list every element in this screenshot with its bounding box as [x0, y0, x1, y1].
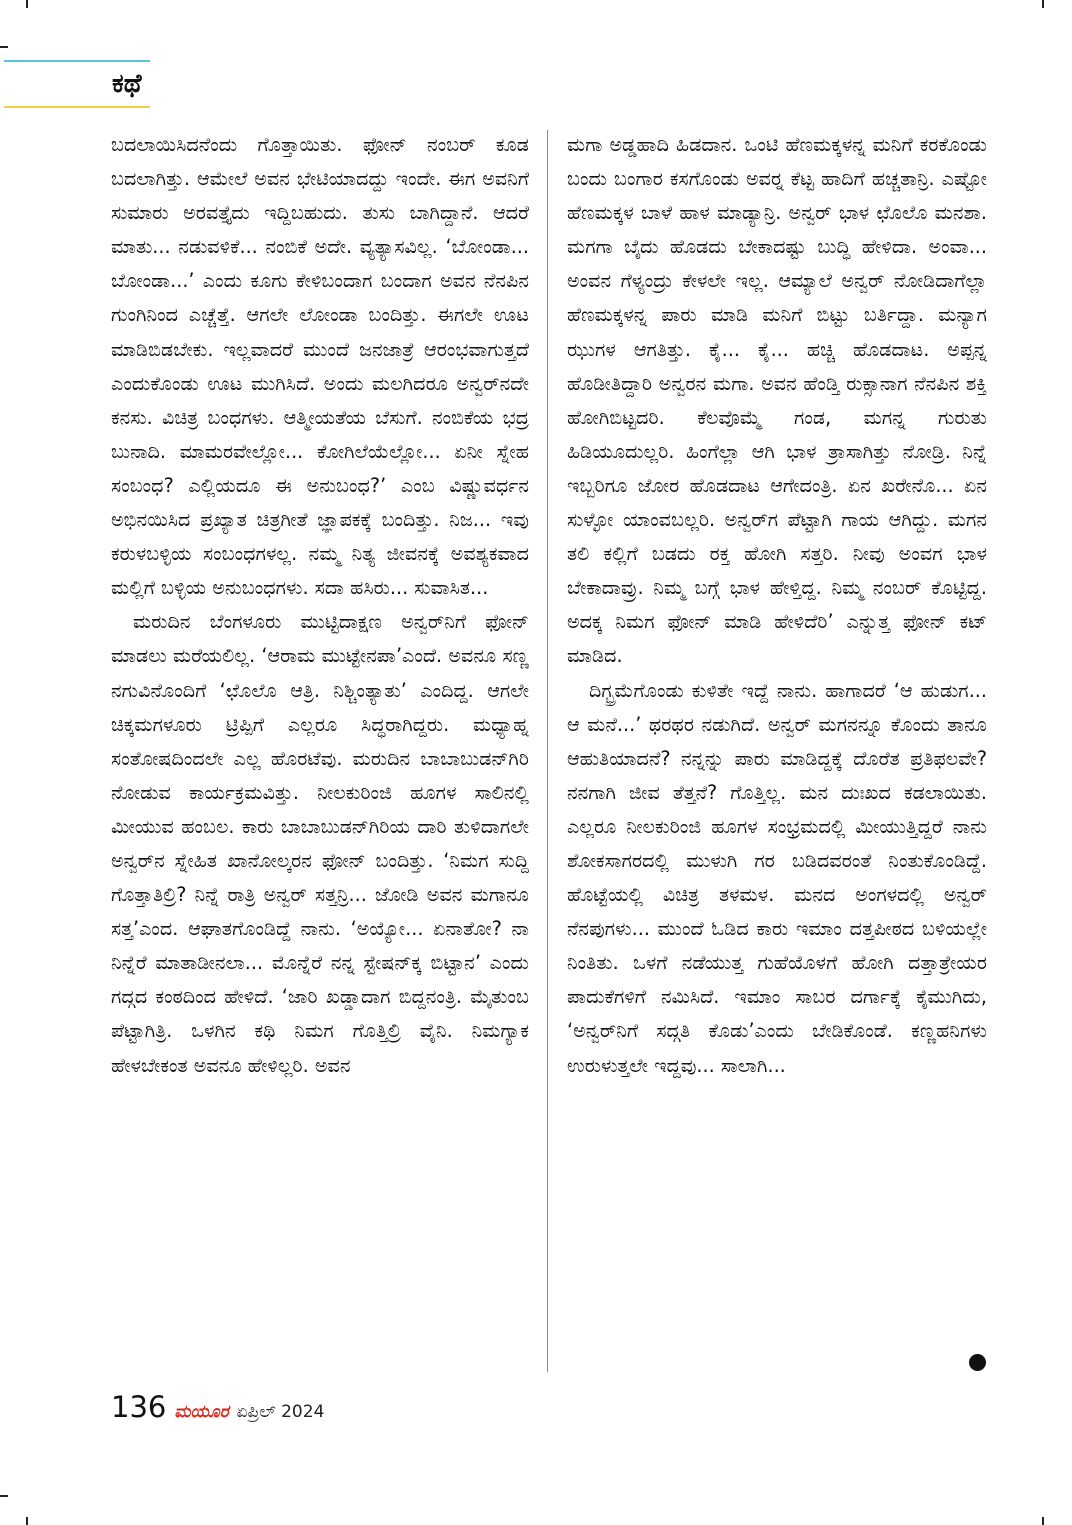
column-divider [547, 130, 548, 1372]
section-rule-bottom [4, 106, 150, 108]
magazine-logo: ಮಯೂರ [174, 1402, 229, 1422]
paragraph: ಬದಲಾಯಿಸಿದನೆಂದು ಗೊತ್ತಾಯಿತು. ಫೋನ್ ನಂಬರ್ ಕೂಡ ಬದಲಾಗಿತ್ತು. ಆಮೇಲೆ ಅವನ ಭೇಟಿಯಾದದ್ದು ಇಂದೇ. ಈಗ ಅವನಿಗೆ ಸುಮಾರು ಅರವತ್ತೈದು ಇದ್ದಿಬಹುದು. ತುಸು ಬಾಗಿದ್ದಾನೆ. ಆದರೆ ಮಾತು... ನಡುವಳಿಕೆ... ನಂಬಿಕೆ ಅದೇ. ವ್ಯತ್ಯಾಸವಿಲ್ಲ. ‘ಬೋಂಡಾ... ಬೋಂಡಾ...’ ಎಂದು ಕೂಗು ಕೇಳಿಬಂದಾಗ ಬಂದಾಗ ಅವನ ನೆನಪಿನ ಗುಂಗಿನಿಂದ ಎಚ್ಚೆತ್ತೆ. ಆಗಲೇ ಲೋಂಡಾ ಬಂದಿತ್ತು. ಈಗಲೇ ಊಟ ಮಾಡಿಬಿಡಬೇಕು. ಇಲ್ಲವಾದರೆ ಮುಂದೆ ಜನಜಾತ್ರೆ ಆರಂಭವಾಗುತ್ತದೆ ಎಂದುಕೊಂಡು ಊಟ ಮುಗಿಸಿದೆ. ಅಂದು ಮಲಗಿದರೂ ಅನ್ವರ್‌ನದೇ ಕನಸು. ವಿಚಿತ್ರ ಬಂಧಗಳು. ಆತ್ಮೀಯತೆಯ ಬೆಸುಗೆ. ನಂಬಿಕೆಯ ಭದ್ರ ಬುನಾದಿ. ಮಾಮರವೇಲ್ಲೋ... ಕೋಗಿಲೆಯೆಲ್ಲೋ... ಏನೀ ಸ್ನೇಹ ಸಂಬಂಧ? ಎಲ್ಲಿಯದೂ ಈ ಅನುಬಂಧ?’ ಎಂಬ ವಿಷ್ಣುವರ್ಧನ ಅಭಿನಯಿಸಿದ ಪ್ರಖ್ಯಾತ ಚಿತ್ರಗೀತೆ ಜ್ಞಾಪಕಕ್ಕೆ ಬಂದಿತ್ತು. ನಿಜ... ಇವು ಕರುಳಬಳ್ಳಿಯ ಸಂಬಂಧಗಳಲ್ಲ. ನಮ್ಮ ನಿತ್ಯ ಜೀವನಕ್ಕೆ ಅವಶ್ಯಕವಾದ ಮಲ್ಲಿಗೆ ಬಳ್ಳಿಯ ಅನುಬಂಧಗಳು. ಸದಾ ಹಸಿರು... ಸುವಾಸಿತ... [111, 133, 529, 600]
paragraph: ಮಗಾ ಅಡ್ಡಹಾದಿ ಹಿಡದಾನ. ಒಂಟಿ ಹೆಣಮಕ್ಕಳನ್ನ ಮನಿಗೆ ಕರಕೊಂಡು ಬಂದು ಬಂಗಾರ ಕಸಗೊಂಡು ಅವರ್‍ನ ಕೆಟ್ಟ ಹಾದಿಗೆ ಹಚ್ಚತಾನ್ರಿ. ಎಷ್ಟೋ ಹೆಣಮಕ್ಕಳ ಬಾಳೆ ಹಾಳ ಮಾಡ್ಯಾನ್ರಿ. ಅನ್ವರ್ ಭಾಳ ಛೊಲೊ ಮನಶಾ. ಮಗಗಾ ಬೈದು ಹೊಡದು ಬೇಕಾದಷ್ಟು ಬುದ್ಧಿ ಹೇಳಿದಾ. ಅಂವಾ... ಅಂವನ ಗೆಳ್ಯಂದ್ರು ಕೇಳಲೇ ಇಲ್ಲ. ಆಮ್ಯಾಲೆ ಅನ್ವರ್ ನೋಡಿದಾಗೆಲ್ಲಾ ಹೆಣಮಕ್ಕಳನ್ನ ಪಾರು ಮಾಡಿ ಮನಿಗೆ ಬಿಟ್ಟು ಬರ್ತಿದ್ದಾ. ಮನ್ಯಾಗ ಝುಗಳ ಆಗತಿತ್ತು. ಕೈ... ಕೈ... ಹಚ್ಚಿ ಹೊಡದಾಟ. ಅಪ್ಪನ್ನ ಹೊಡೀತಿದ್ದಾರಿ ಅನ್ವರನ ಮಗಾ. ಅವನ ಹೆಂಡ್ತಿ ರುಕ್ಸಾನಾಗ ನೆನಪಿನ ಶಕ್ತಿ ಹೋಗಿಬಿಟ್ಟದರಿ. ಕೆಲವೊಮ್ಮೆ ಗಂಡ, ಮಗನ್ನ ಗುರುತು ಹಿಡಿಯೂದುಲ್ಲರಿ. ಹಿಂಗೆಲ್ಲಾ ಆಗಿ ಭಾಳ ತ್ರಾಸಾಗಿತ್ತು ನೋಡ್ರಿ. ನಿನ್ನೆ ಇಬ್ಬರಿಗೂ ಜೋರ ಹೊಡದಾಟ ಆಗೇದಂತ್ರಿ. ಏನ ಖರೇನೊ... ಏನ ಸುಳ್ಳೋ ಯಾಂವಬಲ್ಲರಿ. ಅನ್ವರ್‌ಗ ಪೆಟ್ಟಾಗಿ ಗಾಯ ಆಗಿದ್ದು. ಮಗನ ತಲಿ ಕಲ್ಲಿಗೆ ಬಡದು ರಕ್ತ ಹೋಗಿ ಸತ್ತರಿ. ನೀವು ಅಂವಗ ಭಾಳ ಬೇಕಾದಾವ್ರು. ನಿಮ್ಮ ಬಗ್ಗೆ ಭಾಳ ಹೇಳ್ತಿದ್ದ. ನಿಮ್ಮ ನಂಬರ್ ಕೊಟ್ಟಿದ್ದ. ಅದಕ್ಕ ನಿಮಗ ಫೋನ್ ಮಾಡಿ ಹೇಳಿದೆರಿ’ ಎನ್ನುತ್ತ ಫೋನ್ ಕಟ್ ಮಾಡಿದ. [567, 133, 987, 668]
crop-mark [0, 46, 8, 48]
crop-mark [1042, 1517, 1044, 1525]
crop-mark [1042, 0, 1044, 8]
page-footer [111, 1390, 324, 1430]
article-column-left [111, 128, 529, 1083]
crop-mark [0, 1495, 8, 1497]
section-rule-top [4, 60, 150, 62]
paragraph: ದಿಗ್ಭ್ರಮೆಗೊಂಡು ಕುಳಿತೇ ಇದ್ದೆ ನಾನು. ಹಾಗಾದರೆ ‘ಆ ಹುಡುಗ... ಆ ಮನೆ...’ ಥರಥರ ನಡುಗಿದೆ. ಅನ್ವರ್ ಮಗನನ್ನೂ ಕೊಂದು ತಾನೂ ಆಹುತಿಯಾದನೆ? ನನ್ನನ್ನು ಪಾರು ಮಾಡಿದ್ದಕ್ಕೆ ದೊರೆತ ಪ್ರತಿಫಲವೇ? ನನಗಾಗಿ ಜೀವ ತೆತ್ತನೆ? ಗೊತ್ತಿಲ್ಲ. ಮನ ದುಃಖದ ಕಡಲಾಯಿತು. ಎಲ್ಲರೂ ನೀಲಕುರಿಂಜಿ ಹೂಗಳ ಸಂಭ್ರಮದಲ್ಲಿ ಮೀಯುತ್ತಿದ್ದರೆ ನಾನು ಶೋಕಸಾಗರದಲ್ಲಿ ಮುಳುಗಿ ಗರ ಬಡಿದವರಂತೆ ನಿಂತುಕೊಂಡಿದ್ದೆ. ಹೊಟ್ಟೆಯಲ್ಲಿ ವಿಚಿತ್ರ ತಳಮಳ. ಮನದ ಅಂಗಳದಲ್ಲಿ ಅನ್ವರ್ ನೆನಪುಗಳು... ಮುಂದೆ ಓಡಿದ ಕಾರು ಇಮಾಂ ದತ್ತಪೀಠದ ಬಳಿಯಲ್ಲೇ ನಿಂತಿತು. ಒಳಗೆ ನಡೆಯುತ್ತ ಗುಹೆಯೊಳಗೆ ಹೋಗಿ ದತ್ತಾತ್ರೇಯರ ಪಾದುಕೆಗಳಿಗೆ ನಮಿಸಿದೆ. ಇಮಾಂ ಸಾಬರ ದರ್ಗಾಕ್ಕೆ ಕೈಮುಗಿದು, ‘ಅನ್ವರ್‌ನಿಗೆ ಸದ್ಗತಿ ಕೊಡು’ಎಂದು ಬೇಡಿಕೊಂಡೆ. ಕಣ್ಣಹನಿಗಳು ಉರುಳುತ್ತಲೇ ಇದ್ದವು... ಸಾಲಾಗಿ... [567, 678, 987, 1077]
issue-date: ಏಪ್ರಿಲ್ 2024 [236, 1402, 325, 1422]
story-end-bullet [969, 1354, 986, 1371]
crop-mark [26, 1517, 28, 1525]
page-number: 136 [111, 1390, 167, 1424]
paragraph: ಮರುದಿನ ಬೆಂಗಳೂರು ಮುಟ್ಟಿದಾಕ್ಷಣ ಅನ್ವರ್‌ನಿಗೆ ಫೋನ್ ಮಾಡಲು ಮರೆಯಲಿಲ್ಲ. ‘ಆರಾಮ ಮುಟ್ಟೇನಪಾ’ಎಂದೆ. ಅವನೂ ಸಣ್ಣ ನಗುವಿನೊಂದಿಗೆ ‘ಛೊಲೊ ಆತ್ರಿ. ನಿಶ್ಚಿಂತ್ಯಾತು’ ಎಂದಿದ್ದ. ಆಗಲೇ ಚಿಕ್ಕಮಗಳೂರು ಟ್ರಿಪ್ಪಿಗೆ ಎಲ್ಲರೂ ಸಿದ್ಧರಾಗಿದ್ದರು. ಮಧ್ಯಾಹ್ನ ಸಂತೋಷದಿಂದಲೇ ಎಲ್ಲ ಹೊರಟೆವು. ಮರುದಿನ ಬಾಬಾಬುಡನ್‌ಗಿರಿ ನೋಡುವ ಕಾರ್ಯಕ್ರಮವಿತ್ತು. ನೀಲಕುರಿಂಜಿ ಹೂಗಳ ಸಾಲಿನಲ್ಲಿ ಮೀಯುವ ಹಂಬಲ. ಕಾರು ಬಾಬಾಬುಡನ್‌ಗಿರಿಯ ದಾರಿ ತುಳಿದಾಗಲೇ ಅನ್ವರ್‌ನ ಸ್ನೇಹಿತ ಖಾನೋಲ್ಕರನ ಫೋನ್ ಬಂದಿತ್ತು. ‘ನಿಮಗ ಸುದ್ದಿ ಗೊತ್ತಾತಿಲ್ರಿ? ನಿನ್ನೆ ರಾತ್ರಿ ಅನ್ವರ್ ಸತ್ತನ್ರಿ... ಜೋಡಿ ಅವನ ಮಗಾನೂ ಸತ್ತ’ಎಂದ. ಆಘಾತಗೊಂಡಿದ್ದೆ ನಾನು. ‘ಅಯ್ಯೋ... ಏನಾತೋ? ನಾ ನಿನ್ನೆರೆ ಮಾತಾಡೀನಲಾ... ಮೊನ್ನೆರೆ ನನ್ನ ಸ್ಟೇಷನ್‌ಕ್ಕ ಬಿಟ್ಟಾನ’ ಎಂದು ಗದ್ಗದ ಕಂಠದಿಂದ ಹೇಳಿದೆ. ‘ಜಾರಿ ಖಡ್ಡಾದಾಗ ಬಿದ್ದನಂತ್ರಿ. ಮೈತುಂಬ ಪೆಟ್ಟಾಗಿತ್ರಿ. ಒಳಗಿನ ಕಥಿ ನಿಮಗ ಗೊತ್ತಿಲ್ರಿ ವೈನಿ. ನಿಮಗ್ಯಾಕ ಹೇಳಬೇಕಂತ ಅವನೂ ಹೇಳಿಲ್ಲರಿ. ಅವನ [111, 610, 529, 1077]
article-column-right [567, 128, 987, 1083]
crop-mark [26, 0, 28, 8]
section-title: ಕಥೆ [112, 69, 142, 99]
